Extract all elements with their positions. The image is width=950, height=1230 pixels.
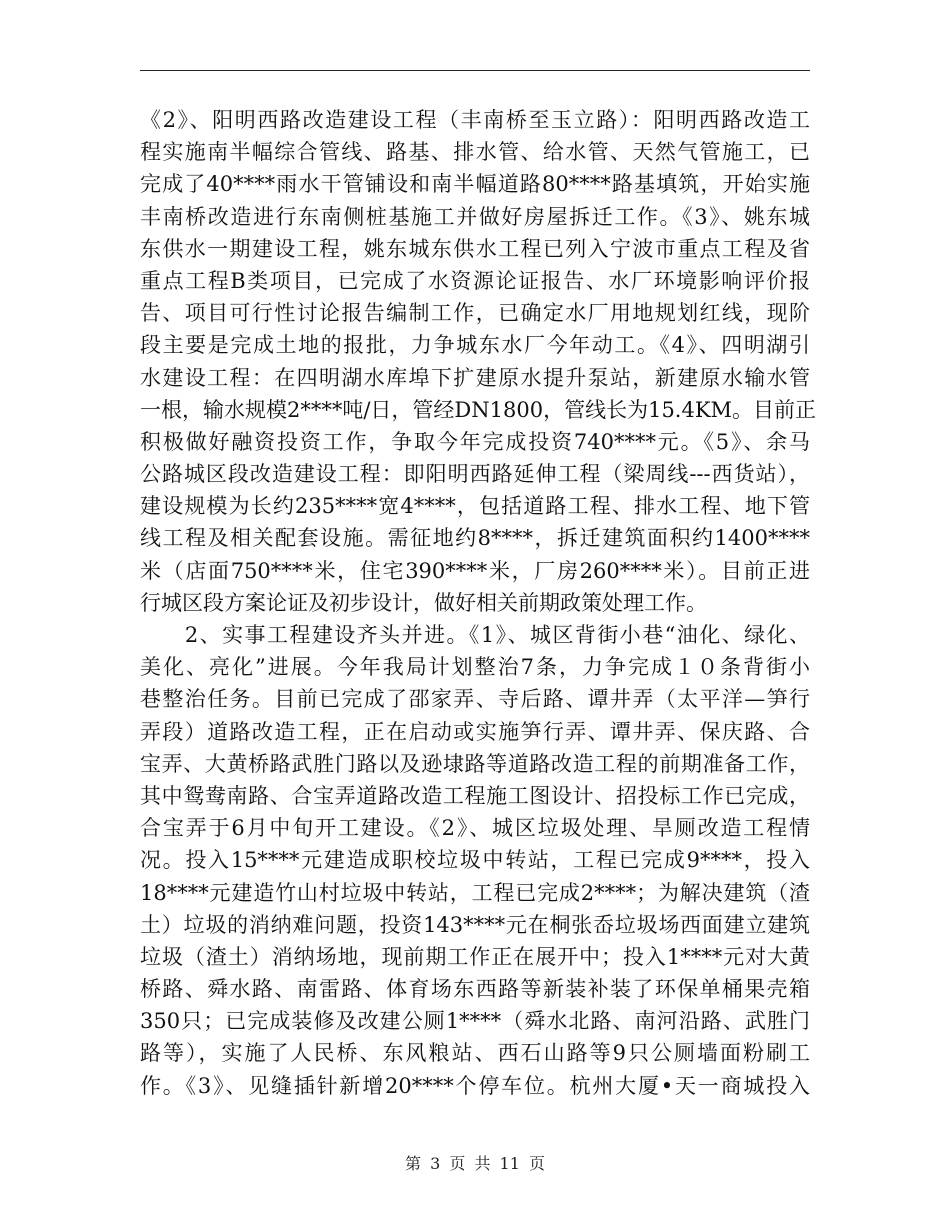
header-rule: [140, 70, 810, 71]
body-text: [140, 104, 817, 1102]
text-line: 线工程及相关配套设施。需征地约8****，拆迁建筑面积约1400****: [140, 526, 810, 551]
text-line: 告、项目可行性讨论报告编制工作，已确定水厂用地规划红线，现阶: [140, 301, 810, 326]
text-line: 水建设工程：在四明湖水库埠下扩建原水提升泵站，新建原水输水管: [140, 365, 810, 390]
text-line: 段主要是完成土地的报批，力争城东水厂今年动工。《4》、四明湖引: [140, 333, 810, 358]
text-line: 米（店面750****米，住宅390****米，厂房260****米）。目前正进: [140, 558, 810, 583]
text-line: 程实施南半幅综合管线、路基、排水管、给水管、天然气管施工，已: [140, 140, 810, 165]
text-line: 行城区段方案论证及初步设计，做好相关前期政策处理工作。: [140, 590, 707, 615]
text-line: 桥路、舜水路、南雷路、体育场东西路等新装补装了环保单桶果壳箱: [140, 977, 810, 1002]
text-line: 作。《3》、见缝插针新增20****个停车位。杭州大厦•天一商城投入: [140, 1073, 810, 1098]
text-line: 宝弄、大黄桥路武胜门路以及逊埭路等道路改造工程的前期准备工作，: [140, 751, 810, 776]
text-line: 完成了40****雨水干管铺设和南半幅道路80****路基填筑，开始实施: [140, 172, 810, 197]
text-line: 路等），实施了人民桥、东风粮站、西石山路等9只公厕墙面粉刷工: [140, 1041, 810, 1066]
text-line: 《2》、阳明西路改造建设工程（丰南桥至玉立路）：阳明西路改造工: [140, 108, 810, 132]
text-line: 2、实事工程建设齐头并进。《1》、城区背街小巷“油化、绿化、: [140, 623, 810, 647]
text-line: 美化、亮化”进展。今年我局计划整治7条，力争完成１０条背街小: [140, 655, 810, 680]
text-line: 公路城区段改造建设工程：即阳明西路延伸工程（梁周线---西货站），: [140, 462, 810, 487]
text-line: 18****元建造竹山村垃圾中转站，工程已完成2****；为解决建筑（渣: [140, 880, 810, 905]
text-line: 350只；已完成装修及改建公厕1****（舜水北路、南河沿路、武胜门: [140, 1009, 810, 1034]
text-line: 况。投入15****元建造成职校垃圾中转站，工程已完成9****，投入: [140, 848, 810, 873]
text-line: 土）垃圾的消纳难问题，投资143****元在桐张岙垃圾场西面建立建筑: [140, 912, 810, 937]
text-line: 一根，输水规模2****吨/日，管经DN1800，管线长为15.4KM。目前正: [140, 397, 817, 422]
text-line: 其中鸳鸯南路、合宝弄道路改造工程施工图设计、招投标工作已完成，: [140, 783, 810, 808]
text-line: 合宝弄于6月中旬开工建设。《2》、城区垃圾处理、旱厕改造工程情: [140, 816, 810, 841]
text-line: 积极做好融资投资工作，争取今年完成投资740****元。《5》、余马: [140, 429, 810, 454]
text-line: 东供水一期建设工程，姚东城东供水工程已列入宁波市重点工程及省: [140, 236, 810, 261]
page-number-footer: 第 3 页 共 11 页: [405, 1154, 545, 1173]
text-line: 巷整治任务。目前已完成了邵家弄、寺后路、谭井弄（太平洋—笋行: [140, 687, 810, 712]
text-line: 建设规模为长约235****宽4****，包括道路工程、排水工程、地下管: [140, 494, 810, 519]
text-line: 弄段）道路改造工程，正在启动或实施笋行弄、谭井弄、保庆路、合: [140, 719, 810, 744]
text-line: 丰南桥改造进行东南侧桩基施工并做好房屋拆迁工作。《3》、姚东城: [140, 204, 810, 229]
text-line: 重点工程B类项目，已完成了水资源论证报告、水厂环境影响评价报: [140, 268, 810, 293]
text-line: 垃圾（渣土）消纳场地，现前期工作正在展开中；投入1****元对大黄: [140, 944, 810, 969]
